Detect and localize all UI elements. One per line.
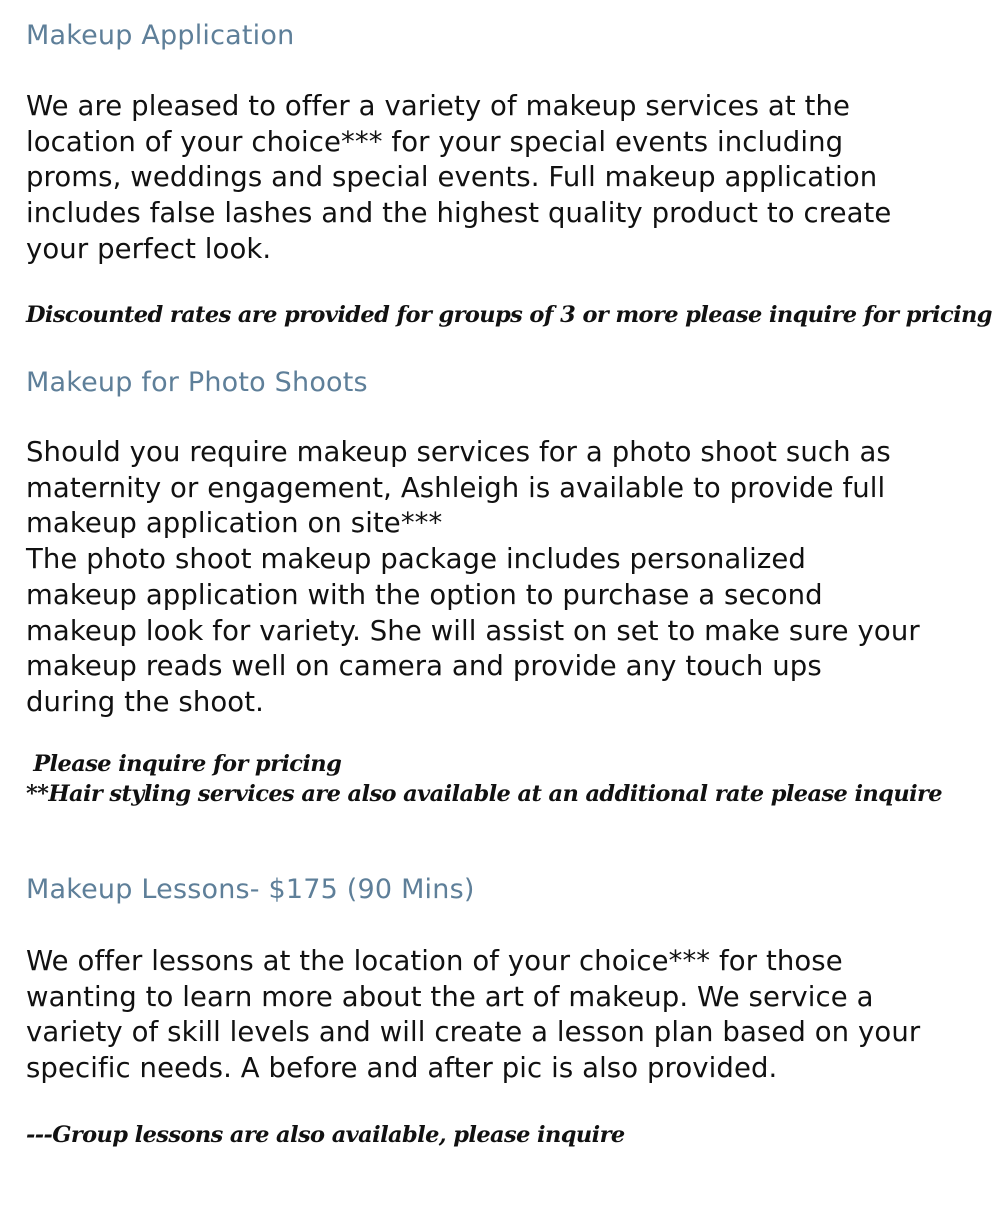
paragraph-line: makeup application on site*** — [26, 507, 443, 540]
paragraph-line: your perfect look. — [26, 232, 272, 265]
makeup-lessons-heading: Makeup Lessons- $175 (90 Mins) — [26, 874, 475, 905]
paragraph-line: makeup reads well on camera and provide any touch ups — [26, 650, 822, 683]
paragraph-line: We offer lessons at the location of your choice*** for those — [26, 945, 843, 977]
paragraph-line: includes false lashes and the highest quality product to create — [26, 197, 892, 230]
paragraph-line: variety of skill levels and will create a lesson plan based on your — [26, 1016, 921, 1049]
photo-shoots-description — [26, 435, 920, 721]
paragraph-line: The photo shoot makeup package includes personalized — [26, 543, 806, 576]
paragraph-line: wanting to learn more about the art of makeup. We service a — [26, 980, 874, 1013]
paragraph-line: Should you require makeup services for a photo shoot such as — [26, 436, 891, 468]
paragraph-line: makeup application with the option to purchase a second — [26, 578, 823, 611]
paragraph-line: location of your choice*** for your special events including — [26, 125, 844, 158]
paragraph-line: during the shoot. — [26, 685, 264, 718]
paragraph-line: proms, weddings and special events. Full makeup application — [26, 161, 878, 194]
makeup-application-heading: Makeup Application — [26, 20, 295, 51]
group-lessons-note: ---Group lessons are also available, please inquire — [26, 1122, 625, 1148]
photo-shoots-heading: Makeup for Photo Shoots — [26, 367, 368, 398]
pricing-inquiry-note: Please inquire for pricing — [26, 751, 342, 777]
hair-styling-note: **Hair styling services are also available at an additional rate please inquire — [26, 781, 942, 807]
paragraph-line: specific needs. A before and after pic is also provided. — [26, 1052, 778, 1085]
paragraph-line: We are pleased to offer a variety of makeup services at the — [26, 90, 851, 122]
makeup-lessons-description — [26, 944, 920, 1087]
makeup-application-description — [26, 89, 891, 268]
paragraph-line: makeup look for variety. She will assist on set to make sure your — [26, 614, 920, 647]
group-discount-note: Discounted rates are provided for groups of 3 or more please inquire for pricing — [26, 302, 992, 328]
paragraph-line: maternity or engagement, Ashleigh is available to provide full — [26, 471, 886, 504]
